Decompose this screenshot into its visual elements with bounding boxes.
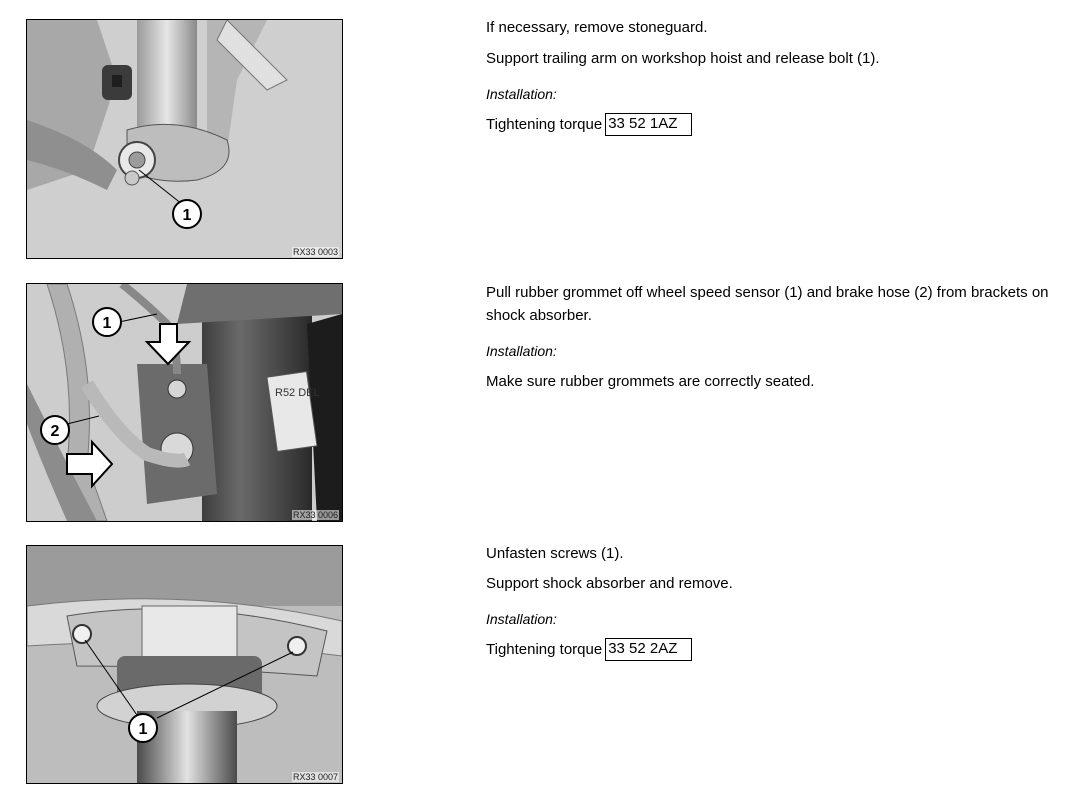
instruction-line: Support shock absorber and remove. — [486, 575, 733, 592]
figure-shock-absorber-screws — [26, 545, 343, 784]
installation-label: Installation: — [486, 343, 557, 359]
instruction-line: Support trailing arm on workshop hoist and release bolt (1). — [486, 50, 880, 67]
callout-2-number: 2 — [50, 423, 60, 440]
figure-code: RX33 0006 — [292, 510, 338, 520]
shock-absorber-illustration — [27, 546, 342, 783]
installation-line — [486, 113, 1056, 136]
installation-text: Tightening torque — [486, 641, 603, 658]
step-2-instructions — [486, 281, 1056, 393]
callout-1-number: 1 — [138, 721, 148, 738]
installation-line: Make sure rubber grommets are correctly seated. — [486, 373, 815, 390]
installation-label: Installation: — [486, 86, 557, 102]
figure-trailing-arm-bolt — [26, 19, 343, 259]
instruction-line: If necessary, remove stoneguard. — [486, 19, 708, 36]
trailing-arm-illustration — [27, 20, 342, 258]
instruction-line: Pull rubber grommet off wheel speed sensor (1) and brake hose (2) from brackets on shock absorber. — [486, 284, 1049, 324]
torque-reference-link[interactable]: 33 52 1AZ — [605, 113, 692, 136]
instruction-line: Unfasten screws (1). — [486, 545, 624, 562]
part-label-text: R52 DEL — [275, 387, 320, 399]
torque-reference-link[interactable]: 33 52 2AZ — [605, 638, 692, 661]
installation-line — [486, 638, 1056, 661]
figure-grommet-removal — [26, 283, 343, 522]
grommet-illustration — [27, 284, 342, 521]
step-3-instructions — [486, 542, 1056, 661]
callout-1-number: 1 — [182, 207, 192, 224]
figure-code: RX33 0003 — [292, 247, 338, 257]
figure-code: RX33 0007 — [292, 772, 338, 782]
callout-1-number: 1 — [102, 315, 112, 332]
installation-text: Tightening torque — [486, 116, 603, 133]
step-1-instructions — [486, 16, 1056, 136]
installation-label: Installation: — [486, 611, 557, 627]
